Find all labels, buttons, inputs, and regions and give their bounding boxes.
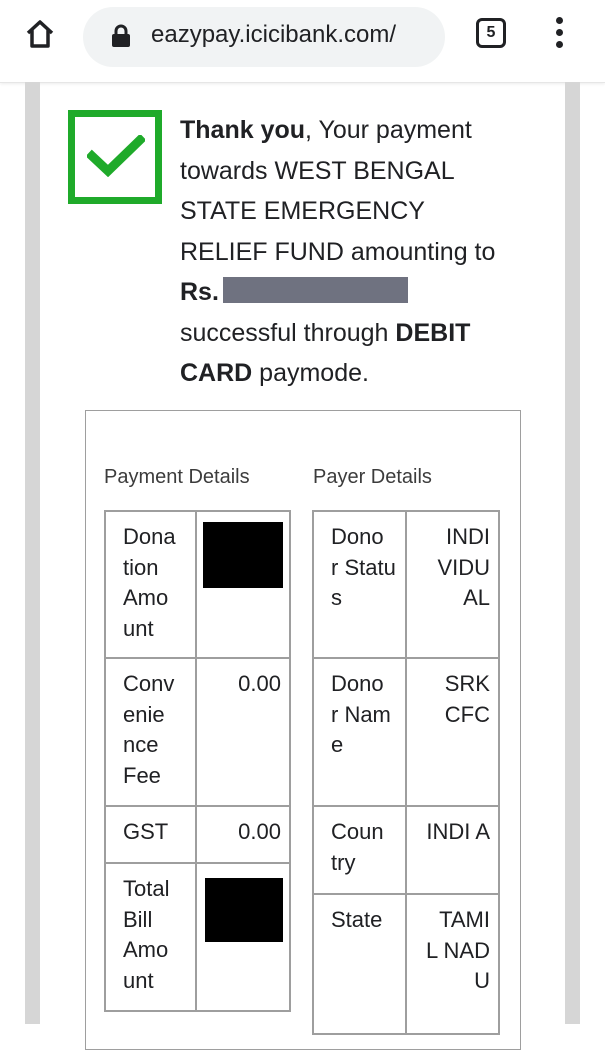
payment-details-title: Payment Details (104, 466, 250, 488)
payer-details-title: Payer Details (313, 466, 432, 488)
donation-amount-label: Dona tion Amo unt (105, 511, 196, 658)
table-row (313, 894, 499, 1034)
donor-status-value: INDI VIDU AL (406, 511, 499, 658)
gst-label: GST (105, 806, 196, 863)
url-text[interactable]: eazypay.icicibank.com/ (151, 21, 396, 48)
message-text-1: , Your payment towards WEST BENGAL STATE EMERGENCY RELIEF FUND amounting to (180, 116, 496, 266)
total-bill-amount-label: Total Bill Amo unt (105, 863, 196, 1011)
donation-amount-value (196, 511, 290, 658)
country-label: Coun try (313, 806, 406, 894)
table-row (313, 658, 499, 806)
lock-icon (110, 24, 132, 48)
table-row (105, 658, 290, 806)
success-check-icon (68, 110, 162, 204)
country-value: INDI A (406, 806, 499, 894)
rs-label: Rs. (180, 278, 219, 306)
redacted-amount (223, 277, 408, 303)
convenience-fee-label: Conv enie nce Fee (105, 658, 196, 806)
confirmation-message (180, 110, 510, 394)
donor-name-value: SRK CFC (406, 658, 499, 806)
message-text-3: paymode. (252, 359, 369, 387)
tab-count: 5 (486, 24, 496, 41)
home-icon[interactable] (24, 18, 56, 50)
paymode-text: DEBIT CARD (180, 318, 471, 387)
donor-status-label: Dono r Statu s (313, 511, 406, 658)
more-vert-icon[interactable] (547, 14, 571, 54)
convenience-fee-value: 0.00 (196, 658, 290, 806)
tabs-button[interactable] (476, 18, 506, 48)
address-bar[interactable] (83, 7, 445, 67)
donor-name-label: Dono r Nam e (313, 658, 406, 806)
page-gutter-left (25, 82, 40, 1024)
table-row (105, 806, 290, 863)
gst-value: 0.00 (196, 806, 290, 863)
payment-details-table (104, 510, 291, 1012)
message-text-2: successful through (180, 318, 396, 347)
page-gutter-right (565, 82, 580, 1024)
table-row (313, 511, 499, 658)
browser-toolbar (0, 0, 605, 83)
payer-details-table (312, 510, 500, 1035)
table-row (105, 863, 290, 1011)
table-row (105, 511, 290, 658)
state-value: TAMI L NAD U (406, 894, 499, 1034)
redacted-donation-amount (203, 522, 283, 588)
table-row (313, 806, 499, 894)
total-bill-amount-value (196, 863, 290, 1011)
state-label: State (313, 894, 406, 1034)
redacted-total-amount (205, 878, 283, 942)
thank-you-text: Thank you (180, 116, 306, 144)
